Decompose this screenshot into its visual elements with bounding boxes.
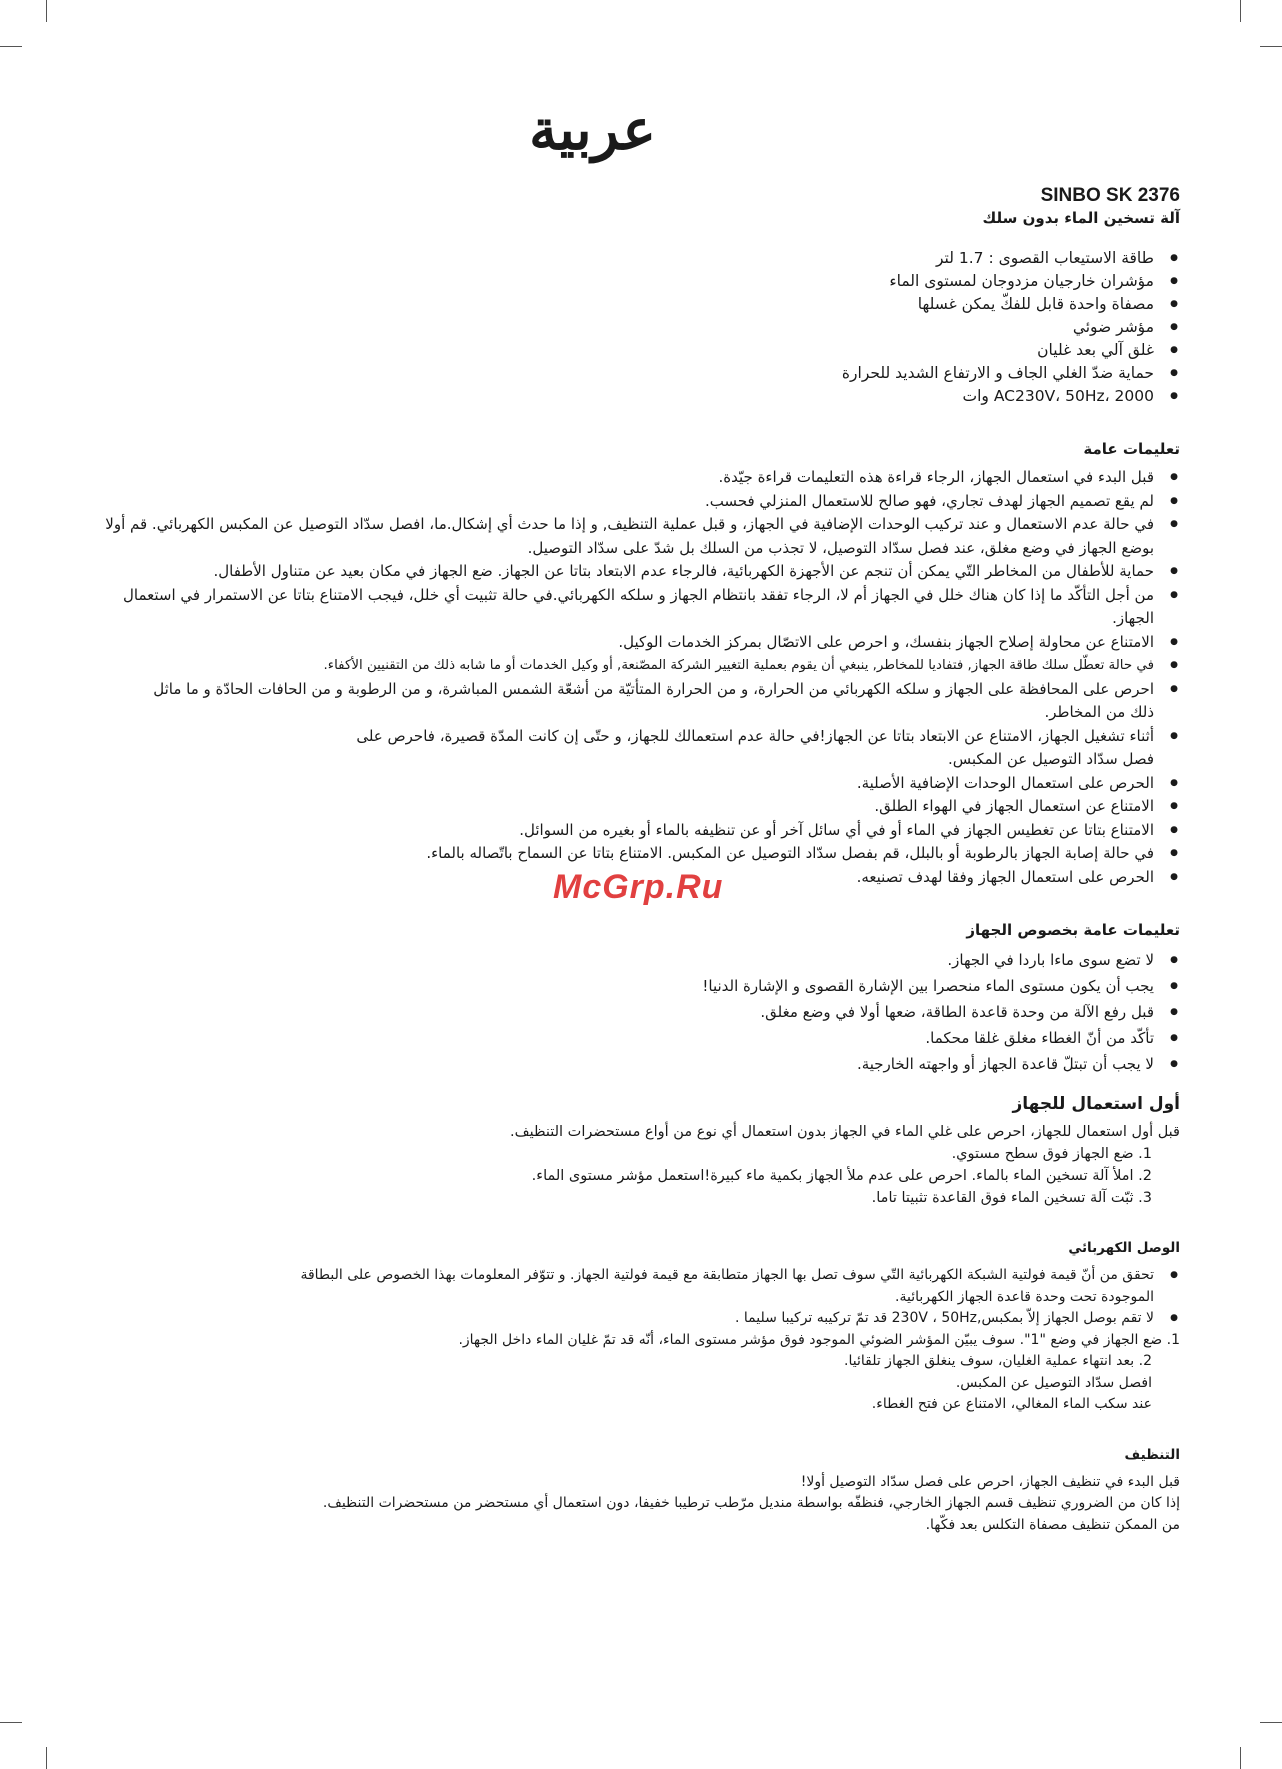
crop-mark-bottom-left (46, 1747, 47, 1769)
watermark-logo: McGrp.Ru (553, 868, 724, 906)
general-instructions-list (95, 466, 1180, 889)
electric-connection-list (95, 1265, 1180, 1330)
general-instruction-item: ● في حالة تعطّل سلك طاقة الجهاز, فتفاديا للمخاطر, ينبغي أن يقوم بعملية التغيير الشركة المصّنعة, أو وكيل الخدمات أو ما شابه ذلك من التقنيين الأكفاء. (95, 654, 1154, 678)
feature-item: ● AC230V، 50Hz، 2000 وات (95, 385, 1154, 408)
crop-mark-left-upper (0, 46, 22, 47)
feature-item: ● غلق آلي بعد غليان (95, 339, 1154, 362)
electric-connection-section (95, 1237, 1180, 1416)
crop-mark-right-lower (1260, 1722, 1282, 1723)
first-use-step: 3. ثبّت آلة تسخين الماء فوق القاعدة تثبيتا تاما. (871, 1190, 1152, 1206)
cleaning-line: إذا كان من الضروري تنظيف قسم الجهاز الخارجي، فنظفّه بواسطة منديل مرّطب ترطيبا خفيفا، دون استعمال أي مستحضر من مستحضرات التنظيف. (322, 1495, 1180, 1511)
crop-mark-top-right (1240, 0, 1241, 22)
first-use-steps (95, 1143, 1180, 1209)
first-use-heading: أول استعمال للجهاز (1012, 1094, 1180, 1114)
feature-item: ● مؤشر ضوئي (95, 316, 1154, 339)
cleaning-line: قبل البدء في تنظيف الجهاز، احرص على فصل سدّاد التوصيل أولا! (800, 1473, 1180, 1490)
general-instruction-item: ● الامتناع عن استعمال الجهاز في الهواء الطلق. (95, 795, 1154, 819)
first-use-step: 1. ضع الجهاز فوق سطح مستوي. (951, 1146, 1152, 1162)
first-use-section (95, 1093, 1180, 1209)
page-title: عربية (529, 97, 656, 163)
electric-connection-step: 2. بعد انتهاء عملية الغليان، سوف ينغلق الجهاز تلقائيا. (844, 1353, 1152, 1369)
cleaning-heading: التنظيف (1124, 1446, 1180, 1463)
feature-item: ● حماية ضدّ الغلي الجاف و الارتفاع الشديد للحرارة (95, 362, 1154, 385)
general-instruction-item: ● في حالة إصابة الجهاز بالرطوبة أو بالبلل، قم بفصل سدّاد التوصيل عن المكبس. الامتناع بتاتا عن السماح باتّصاله بالماء. (95, 842, 1154, 866)
first-use-intro: قبل أول استعمال للجهاز، احرص على غلي الماء في الجهاز بدون استعمال أي نوع من أواع مستحضرات التنظيف. (509, 1124, 1180, 1140)
cleaning-section (95, 1444, 1180, 1537)
general-instructions-section (95, 438, 1180, 889)
electric-connection-heading: الوصل الكهربائي (1068, 1240, 1180, 1256)
device-instruction-item: ● يجب أن يكون مستوى الماء منحصرا بين الإشارة القصوى و الإشارة الدنيا! (95, 973, 1154, 999)
device-instructions-section (95, 919, 1180, 1077)
device-instructions-list (95, 947, 1180, 1077)
electric-connection-note: افصل سدّاد التوصيل عن المكبس. (955, 1374, 1152, 1391)
crop-mark-bottom-right (1240, 1747, 1241, 1769)
general-instruction-item: ● أثناء تشغيل الجهاز، الامتناع عن الابتعاد بتاتا عن الجهاز!في حالة عدم استعمالك للجهاز، و حتّى إن كانت المدّة قصيرة، فاحرص على فصل سدّاد التوصيل عن المكبس. (95, 725, 1154, 772)
device-instructions-heading: تعليمات عامة بخصوص الجهاز (966, 921, 1180, 939)
manual-page (95, 95, 1180, 1536)
general-instructions-heading: تعليمات عامة (1083, 440, 1180, 458)
general-instruction-item: ● في حالة عدم الاستعمال و عند تركيب الوحدات الإضافية في الجهاز، و قبل عملية التنظيف, و إذا ما حدث أي إشكال.ما، افصل سدّاد التوصيل عن المكبس الكهربائي. قم أولا بوضع الجهاز في وضع مغلق، عند فصل سدّاد التوصيل، لا تجذب من السلك بل شدّ على سدّاد التوصيل. (95, 513, 1154, 560)
general-instruction-item: ● حماية للأطفال من المخاطر التّي يمكن أن تنجم عن الأجهزة الكهربائية، فالرجاء عدم الابتعاد بتاتا عن الجهاز. ضع الجهاز في مكان بعيد عن متناول الأطفال. (95, 560, 1154, 584)
general-instruction-item: ● قبل البدء في استعمال الجهاز، الرجاء قراءة هذه التعليمات قراءة جيّدة. (95, 466, 1154, 490)
feature-list (95, 247, 1180, 408)
device-instruction-item: ● قبل رفع الآلة من وحدة قاعدة الطاقة، ضعها أولا في وضع مغلق. (95, 999, 1154, 1025)
electric-connection-note: عند سكب الماء المغالي، الامتناع عن فتح الغطاء. (871, 1396, 1152, 1412)
electric-connection-steps (95, 1330, 1180, 1373)
general-instruction-item: ● الحرص على استعمال الوحدات الإضافية الأصلية. (95, 772, 1154, 796)
feature-item: ● مصفاة واحدة قابل للفكّ يمكن غسلها (95, 293, 1154, 316)
electric-connection-item: ● تحقق من أنّ قيمة فولتية الشبكة الكهربائية التّي سوف تصل بها الجهاز متطابقة مع قيمة فولتية الجهاز. و تتوّفر المعلومات بهذا الخصوص على البطاقة الموجودة تحت وحدة قاعدة الجهاز الكهربائية. (95, 1265, 1154, 1308)
general-instruction-item: ● الامتناع عن محاولة إصلاح الجهاز بنفسك، و احرص على الاتصّال بمركز الخدمات الوكيل. (95, 631, 1154, 655)
feature-item: ● طاقة الاستيعاب القصوى : 1.7 لتر (95, 247, 1154, 270)
general-instruction-item: ● احرص على المحافظة على الجهاز و سلكه الكهربائي من الحرارة، و من الحرارة المتأتيّة من أشعّة الشمس المباشرة، و من الرطوبة و من الحافات الحادّة و ما ماثل ذلك من المخاطر. (95, 678, 1154, 725)
general-instruction-item: ● الحرص على استعمال الجهاز وفقا لهدف تصنيعه. (95, 866, 1154, 890)
general-instruction-item: ● الامتناع بتاتا عن تغطيس الجهاز في الماء أو في أي سائل آخر أو عن تنظيفه بالماء أو بغيره من السوائل. (95, 819, 1154, 843)
general-instruction-item: ● لم يقع تصميم الجهاز لهدف تجاري، فهو صالح للاستعمال المنزلي فحسب. (95, 490, 1154, 514)
general-instruction-item: ● من أجل التأكّد ما إذا كان هناك خلل في الجهاز أم لا، الرجاء تفقد بانتظام الجهاز و سلكه الكهربائي.في حالة تثبيت أي خلل، فيجب الامتناع بتاتا عن الاستمرار في استعمال الجهاز. (95, 584, 1154, 631)
first-use-step: 2. املأ آلة تسخين الماء بالماء. احرص على عدم ملأ الجهاز بكمية ماء كبيرة!استعمل مؤشر مستوى الماء. (531, 1168, 1152, 1184)
device-instruction-item: ● لا تضع سوى ماءا باردا في الجهاز. (95, 947, 1154, 973)
crop-mark-left-lower (0, 1722, 22, 1723)
device-instruction-item: ● تأكّد من أنّ الغطاء مغلق غلقا محكما. (95, 1025, 1154, 1051)
electric-connection-item: ● لا تقم بوصل الجهاز إلاّ بمكبس,230V ، 50Hz قد تمّ تركيبه تركيبا سليما . (95, 1308, 1154, 1330)
cleaning-line: من الممكن تنظيف مصفاة التكلس بعد فكّها. (925, 1516, 1180, 1533)
crop-mark-top-left (46, 0, 47, 22)
feature-item: ● مؤشران خارجيان مزدوجان لمستوى الماء (95, 270, 1154, 293)
product-subtitle: آلة تسخين الماء بدون سلك (982, 209, 1180, 227)
device-instruction-item: ● لا يجب أن تبتلّ قاعدة الجهاز أو واجهته الخارجية. (95, 1051, 1154, 1077)
electric-connection-step: 1. ضع الجهاز في وضع "1". سوف يبيّن المؤشر الضوئي الموجود فوق مؤشر مستوى الماء، أنّه قد تمّ غليان الماء داخل الجهاز. (458, 1331, 1180, 1348)
model-name: SINBO SK 2376 (1040, 185, 1180, 206)
crop-mark-right-upper (1260, 46, 1282, 47)
